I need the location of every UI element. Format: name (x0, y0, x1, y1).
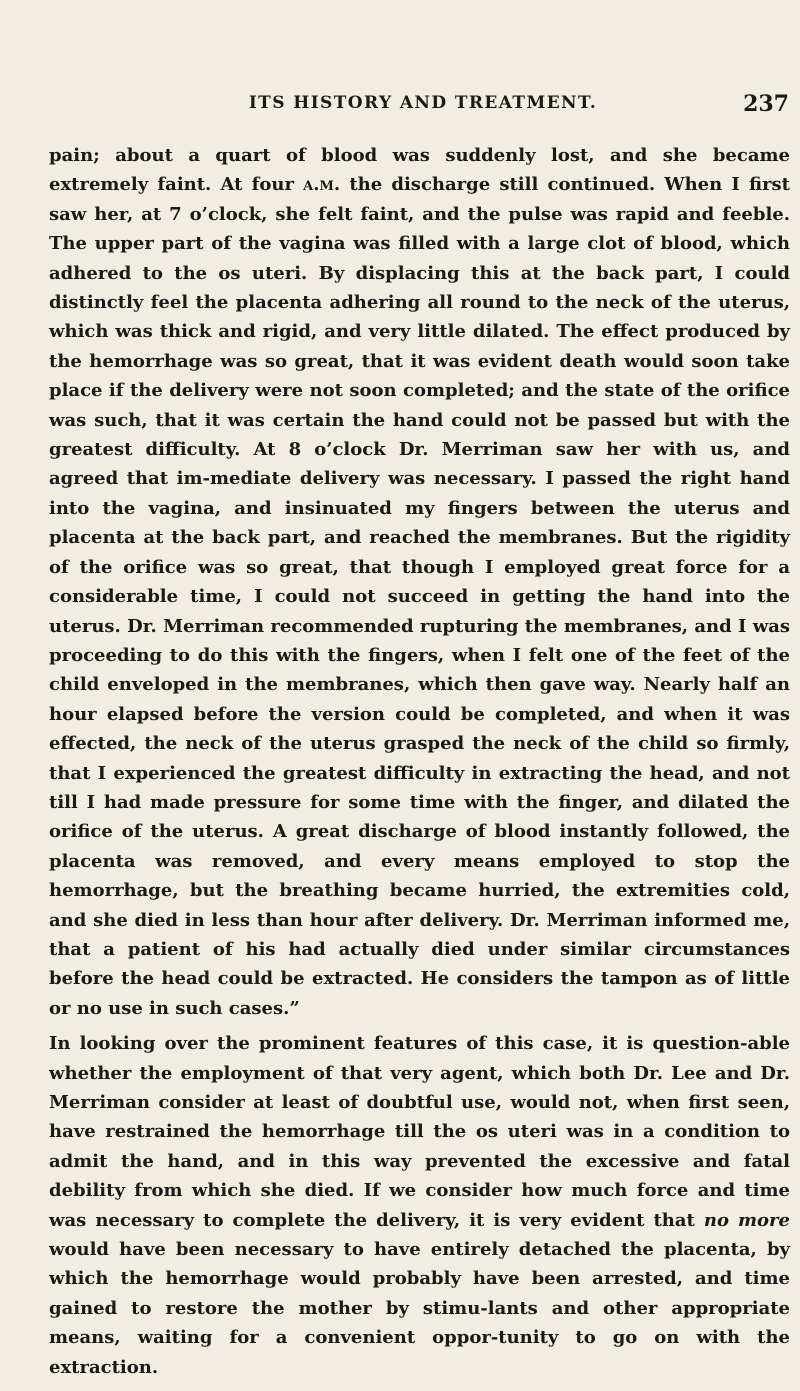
emphasis-no-more: no more (703, 1209, 790, 1231)
paragraph-1-text-a: pain; about a quart of blood was suddenly lost, and she became extremely faint. At four (49, 145, 790, 196)
page-number: 237 (743, 91, 789, 117)
paragraph-1 (49, 141, 790, 1023)
running-title: ITS HISTORY AND TREATMENT. (248, 93, 598, 113)
body-text (49, 141, 790, 1382)
time-am: a.m. (303, 174, 341, 196)
paragraph-2-text-b: would have been necessary to have entirely detached the placenta, by which the hemorrhage would probably have been arrested, and time gained to restore the mother by stimu-lants and other appropriate means, waiting for a convenient oppor-tunity to go on with the extraction. (49, 1239, 790, 1378)
paragraph-2-text-a: In looking over the prominent features of this case, it is question-able whether the employment of that very agent, which both Dr. Lee and Dr. Merriman consider at least of doubtful use, would not, when first seen, have restrained the hemorrhage till the os uteri was in a condition to admit the hand, and in this way prevented the excessive and fatal debility from which she died. If we consider how much force and time was necessary to complete the delivery, it is very evident that (49, 1033, 790, 1231)
paragraph-2 (49, 1029, 790, 1382)
paragraph-1-text-b: the discharge still continued. When I first saw her, at 7 o’clock, she felt faint, and the pulse was rapid and feeble. The upper part of the vagina was filled with a large clot of blood, which adhered to the os uteri. By displacing this at the back part, I could distinctly feel the placenta adhering all round to the neck of the uterus, which was thick and rigid, and very little dilated. The effect produced by the hemorrhage was so great, that it was evident death would soon take place if the delivery were not soon completed; and the state of the orifice was such, that it was certain the hand could not be passed but with the greatest difficulty. At 8 o’clock Dr. Merriman saw her with us, and agreed that im-mediate delivery was necessary. I passed the right hand into the vagina, and insinuated my fingers between the uterus and placenta at the back part, and reached the membranes. But the rigidity of the orifice was so great, that though I employed great force for a considerable time, I could not succeed in getting the hand into the uterus. Dr. Merriman recommended rupturing the membranes, and I was proceeding to do this with the fingers, when I felt one of the feet of the child enveloped in the membranes, which then gave way. Nearly half an hour elapsed before the version could be completed, and when it was effected, the neck of the uterus grasped the neck of the child so firmly, that I experienced the greatest difficulty in extracting the head, and not till I had made pressure for some time with the finger, and dilated the orifice of the uterus. A great discharge of blood instantly followed, the placenta was removed, and every means employed to stop the hemorrhage, but the breathing became hurried, the extremities cold, and she died in less than hour after delivery. Dr. Merriman informed me, that a patient of his had actually died under similar circumstances before the head could be extracted. He considers the tampon as of little or no use in such cases.” (49, 174, 790, 1019)
running-head (49, 91, 797, 121)
